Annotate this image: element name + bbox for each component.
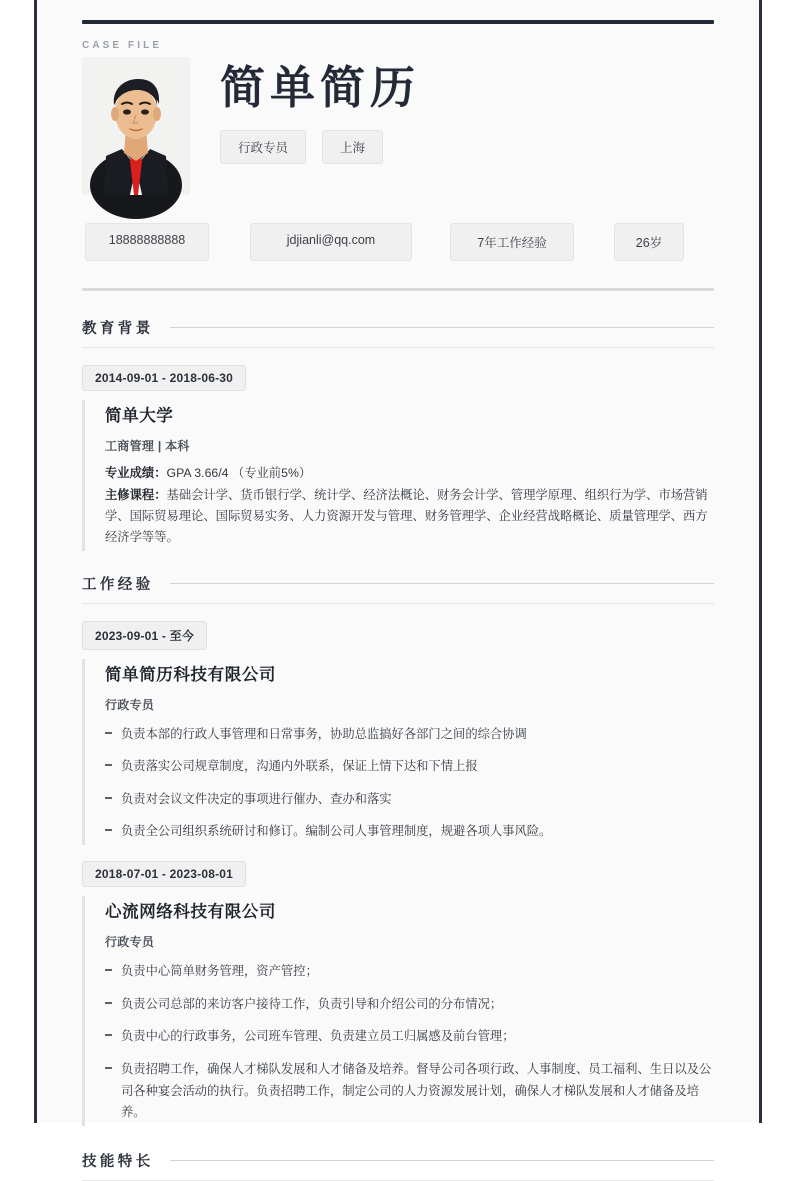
courses-value: 基础会计学、货币银行学、统计学、经济法概论、财务会计学、管理学原理、组织行为学、市场营销学、国际贸易理论、国际贸易实务、人力资源开发与管理、财务管理学、企业经营战略概论、质量管理学、西方经济学等等。 [105, 488, 708, 545]
list-item-text: 负责中心的行政事务，公司班车管理、负责建立员工归属感及前台管理； [121, 1029, 515, 1044]
education-heading-label: 教育背景 [82, 321, 154, 337]
heading-rule [170, 1160, 714, 1161]
education-entry-body [82, 400, 714, 551]
courses-line: 主修课程：基础会计学、货币银行学、统计学、经济法概论、财务会计学、管理学原理、组织行为学、市场营销学、国际贸易理论、国际贸易实务、人力资源开发与管理、财务管理学、企业经营战略概论、质量管理学、西方经济学等等。 [105, 488, 708, 545]
profile-photo [82, 57, 190, 195]
list-item [105, 756, 714, 778]
dash-bullet-icon [105, 1026, 121, 1048]
resume-page [34, 0, 762, 1170]
work-date-badge: 2018-07-01 - 2023-08-01 [82, 861, 246, 887]
section-skills [82, 1150, 714, 1181]
work-date-badge: 2023-09-01 - 至今 [82, 621, 207, 650]
contact-email: jdjianli@qq.com [250, 223, 412, 261]
dash-bullet-icon [105, 789, 121, 811]
section-education [82, 317, 714, 551]
list-item [105, 1026, 714, 1048]
dash-bullet-icon [105, 724, 121, 746]
work-heading [82, 573, 714, 594]
responsibility-list [105, 724, 714, 844]
gpa-label: 专业成绩 [105, 466, 155, 480]
dash-bullet-icon [105, 821, 121, 843]
dash-bullet-icon [105, 1059, 121, 1124]
job-title: 行政专员 [105, 935, 155, 950]
company-name: 心流网络科技有限公司 [105, 902, 276, 922]
header-divider [82, 288, 714, 291]
job-title: 行政专员 [105, 697, 155, 712]
header-main [220, 57, 420, 164]
contact-experience: 7年工作经验 [450, 223, 574, 261]
work-heading-label: 工作经验 [82, 576, 154, 593]
list-item [105, 789, 714, 811]
dash-bullet-icon [105, 961, 121, 983]
list-item [105, 724, 714, 746]
section-work [82, 573, 714, 1126]
gpa-value: GPA 3.66/4 （专业前5%） [166, 466, 312, 480]
company-name: 简单简历科技有限公司 [105, 664, 276, 684]
major-degree: 工商管理 | 本科 [105, 439, 190, 453]
list-item-text: 负责全公司组织系统研讨和修订。编制公司人事管理制度，规避各项人事风险。 [121, 824, 552, 839]
contact-row [82, 223, 714, 261]
contact-age: 26岁 [614, 223, 684, 261]
work-entry-body [82, 659, 714, 846]
dash-bullet-icon [105, 994, 121, 1016]
education-date-badge: 2014-09-01 - 2018-06-30 [82, 365, 246, 391]
heading-underline [82, 603, 714, 604]
gpa-line: 专业成绩：GPA 3.66/4 （专业前5%） [105, 466, 312, 480]
education-heading [82, 317, 714, 338]
tag-position: 行政专员 [220, 130, 306, 164]
list-item-text: 负责招聘工作，确保人才梯队发展和人才储备及培养。督导公司各项行政、人事制度、员工福利、生日以及公司各种宴会活动的执行。负责招聘工作，制定公司的人力资源发展计划，确保人才梯队发展和人才储备及培养。 [121, 1062, 712, 1120]
work-entry [82, 621, 714, 846]
work-entry-body [82, 896, 714, 1126]
dash-bullet-icon [105, 756, 121, 778]
skills-heading-label: 技能特长 [82, 1153, 154, 1170]
heading-rule [170, 583, 714, 584]
page-title: 简单简历 [220, 63, 421, 113]
list-item [105, 994, 714, 1016]
case-file-kicker: CASE FILE [82, 40, 163, 51]
list-item [105, 821, 714, 843]
skills-heading [82, 1150, 714, 1171]
courses-label: 主修课程 [105, 488, 155, 503]
list-item-text: 负责本部的行政人事管理和日常事务，协助总监搞好各部门之间的综合协调 [121, 726, 527, 741]
responsibility-list [105, 961, 714, 1124]
heading-underline [82, 347, 714, 348]
school-name: 简单大学 [105, 406, 174, 425]
heading-rule [170, 327, 714, 328]
header-row [82, 57, 714, 195]
list-item [105, 961, 714, 983]
top-accent-rule [82, 20, 714, 24]
list-item-text: 负责中心简单财务管理，资产管控； [121, 964, 318, 979]
list-item-text: 负责对会议文件决定的事项进行催办、查办和落实 [121, 791, 392, 806]
contact-phone: 18888888888 [85, 223, 209, 261]
work-entry [82, 861, 714, 1126]
header-tag-row [220, 130, 420, 164]
list-item [105, 1059, 714, 1124]
list-item-text: 负责落实公司规章制度，沟通内外联系，保证上情下达和下情上报 [121, 759, 478, 774]
tag-location: 上海 [322, 130, 383, 164]
list-item-text: 负责公司总部的来访客户接待工作，负责引导和介绍公司的分布情况； [121, 996, 503, 1011]
education-entry [82, 365, 714, 551]
